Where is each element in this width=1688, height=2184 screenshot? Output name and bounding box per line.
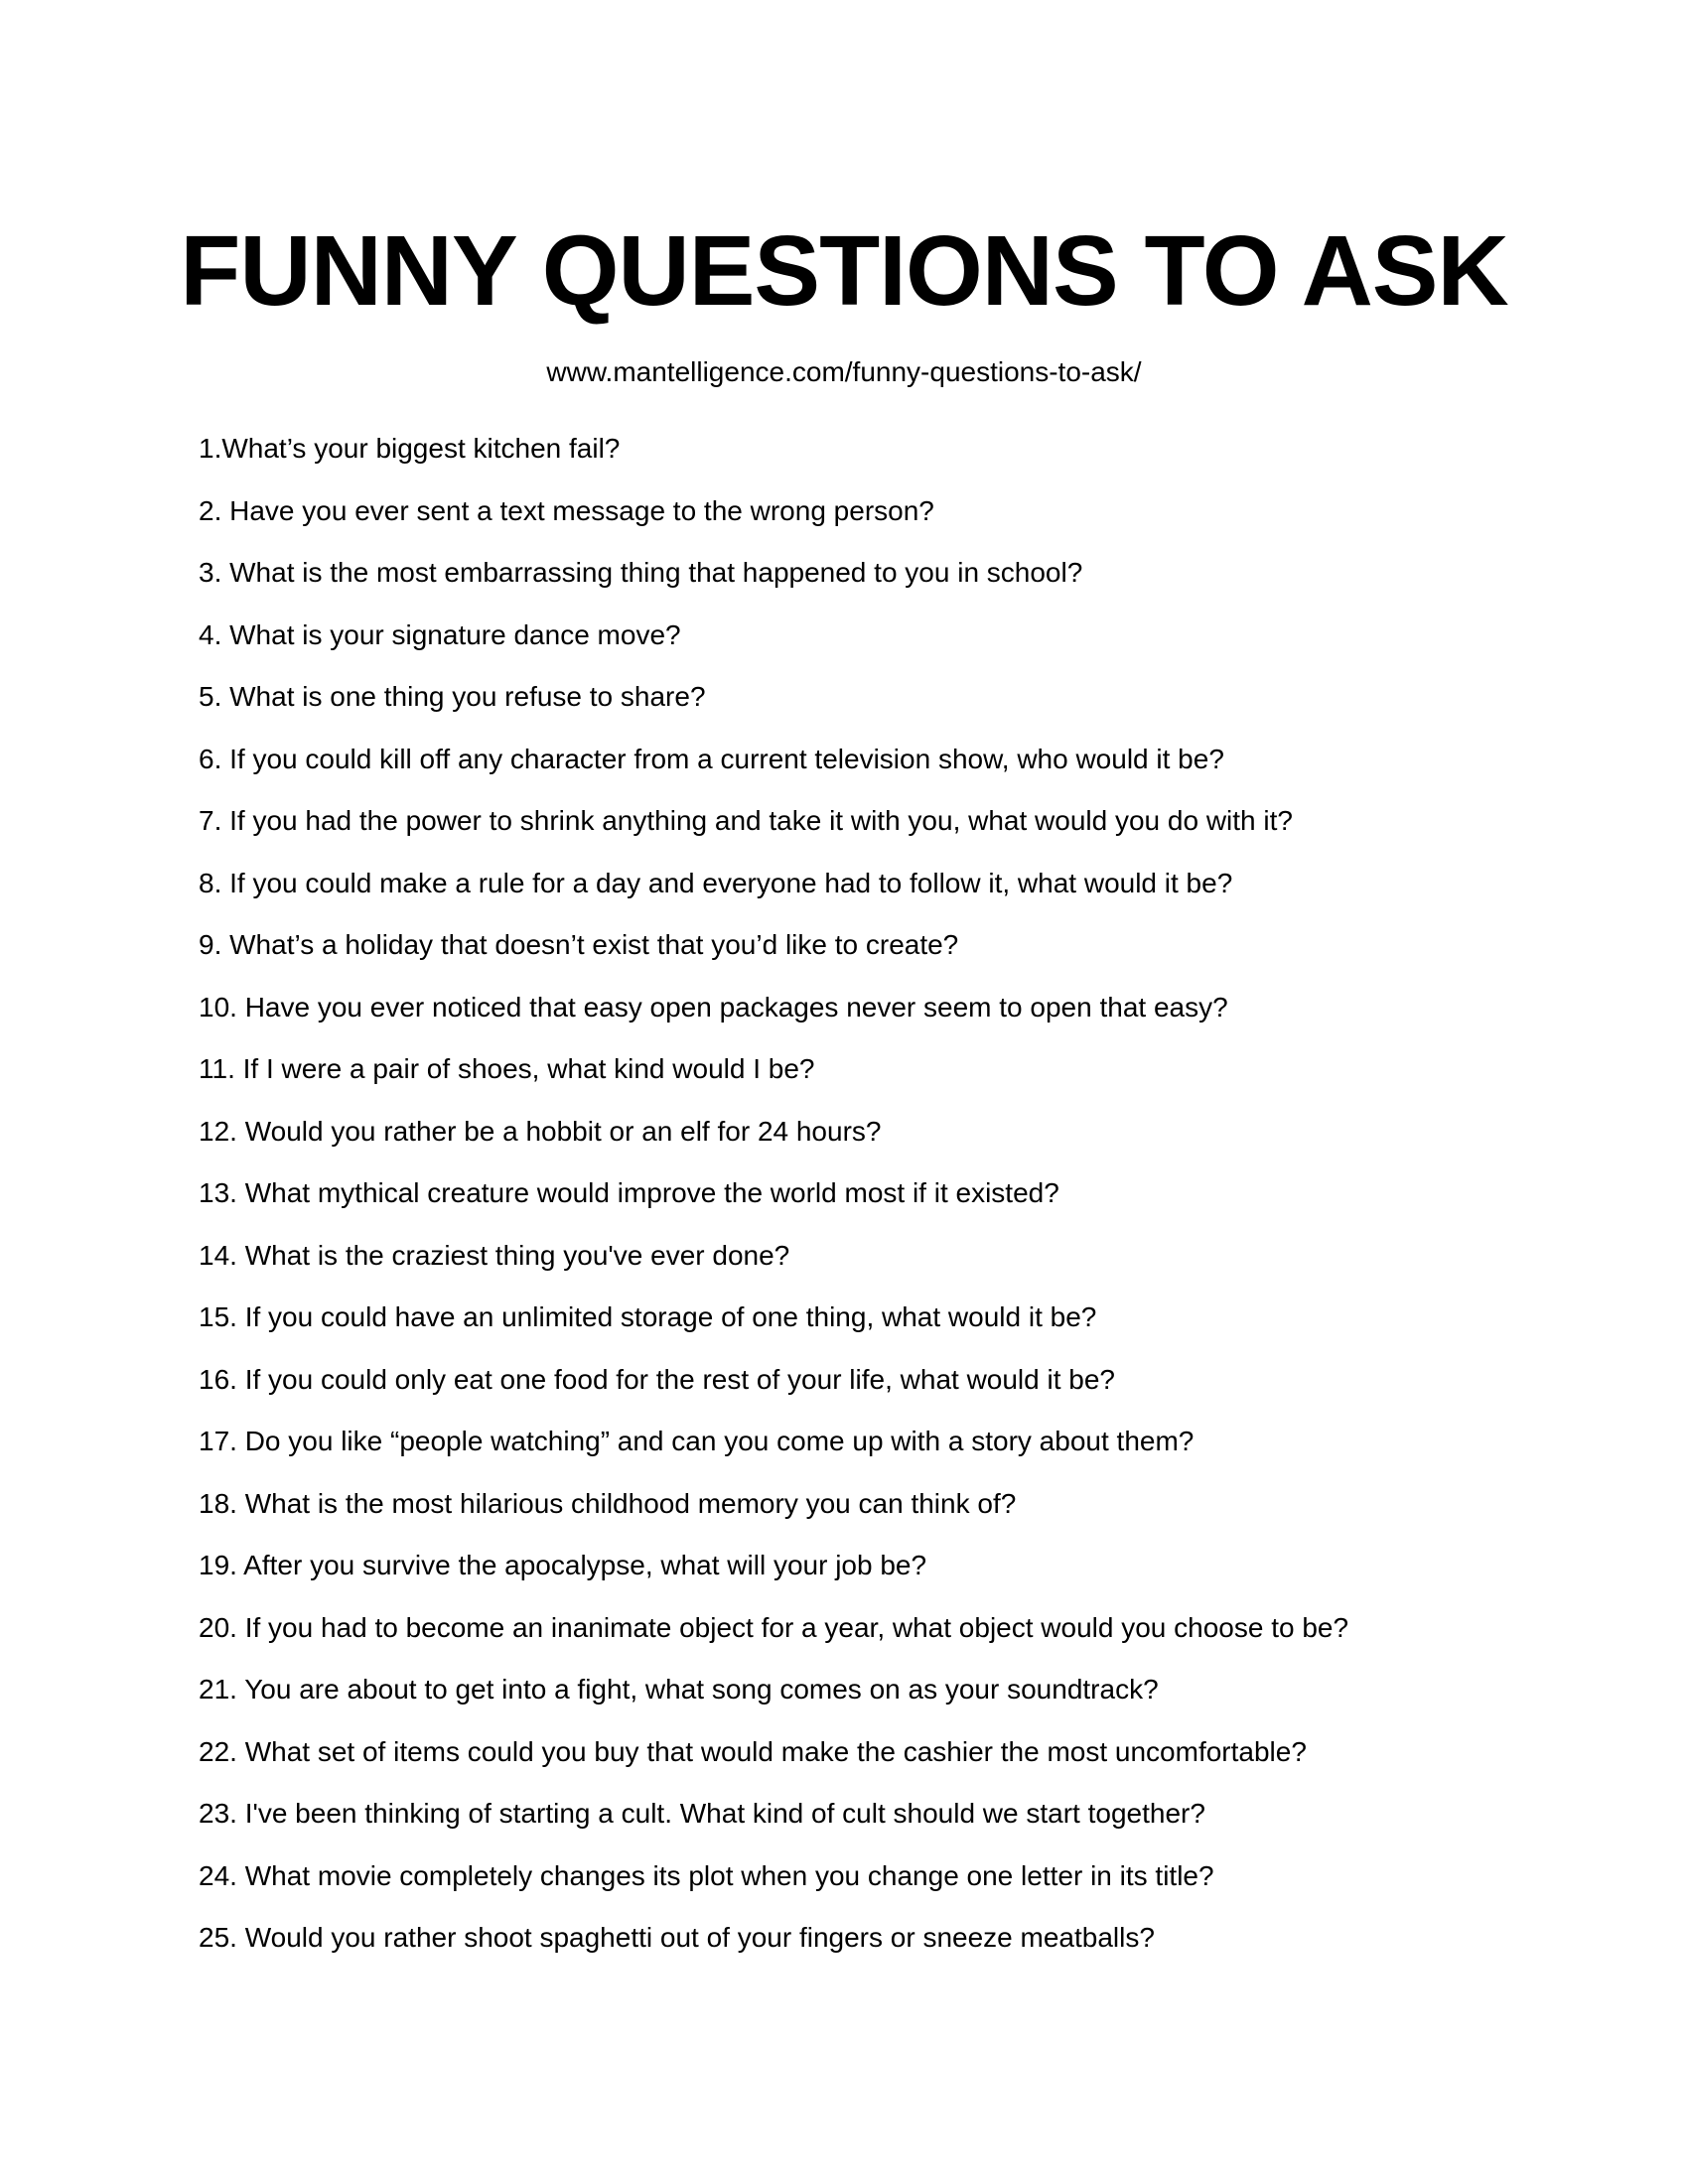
question-item: 22. What set of items could you buy that would make the cashier the most uncomfortable? [199,1735,1307,1767]
question-item: 17. Do you like “people watching” and can you come up with a story about them? [199,1426,1195,1456]
question-item: 23. I've been thinking of starting a cult. What kind of cult should we start together? [199,1798,1205,1829]
question-item: 6. If you could kill off any character from a current television show, who would it be? [199,743,1224,774]
question-item: 15. If you could have an unlimited storage of one thing, what would it be? [199,1301,1097,1332]
questions-list [199,429,1589,1980]
question-item: 5. What is one thing you refuse to share? [199,681,706,712]
question-item: 9. What’s a holiday that doesn’t exist that you’d like to create? [199,929,959,960]
question-item: 19. After you survive the apocalypse, what will your job be? [199,1550,927,1580]
question-item: 24. What movie completely changes its plot when you change one letter in its title? [199,1859,1214,1891]
source-url: www.mantelligence.com/funny-questions-to-ask/ [546,356,1142,387]
question-item: 20. If you had to become an inanimate object for a year, what object would you choose to be? [199,1611,1349,1643]
question-item: 16. If you could only eat one food for the rest of your life, what would it be? [199,1363,1116,1395]
question-item: 10. Have you ever noticed that easy open packages never seem to open that easy? [199,991,1228,1023]
question-item: 25. Would you rather shoot spaghetti out of your fingers or sneeze meatballs? [199,1922,1155,1953]
question-item: 18. What is the most hilarious childhood memory you can think of? [199,1487,1017,1519]
question-item: 3. What is the most embarrassing thing that happened to you in school? [199,557,1083,588]
question-item: 1.What’s your biggest kitchen fail? [199,433,621,464]
question-item: 21. You are about to get into a fight, what song comes on as your soundtrack? [199,1674,1159,1705]
question-item: 11. If I were a pair of shoes, what kind would I be? [199,1053,815,1084]
question-item: 13. What mythical creature would improve the world most if it existed? [199,1177,1059,1208]
page-title: FUNNY QUESTIONS TO ASK [180,215,1508,327]
question-item: 4. What is your signature dance move? [199,618,681,650]
question-item: 14. What is the craziest thing you've ever done? [199,1239,790,1271]
question-item: 8. If you could make a rule for a day and everyone had to follow it, what would it be? [199,867,1233,898]
question-item: 7. If you had the power to shrink anything and take it with you, what would you do with it? [199,805,1293,836]
question-item: 2. Have you ever sent a text message to the wrong person? [199,494,934,526]
question-item: 12. Would you rather be a hobbit or an elf for 24 hours? [199,1115,882,1147]
